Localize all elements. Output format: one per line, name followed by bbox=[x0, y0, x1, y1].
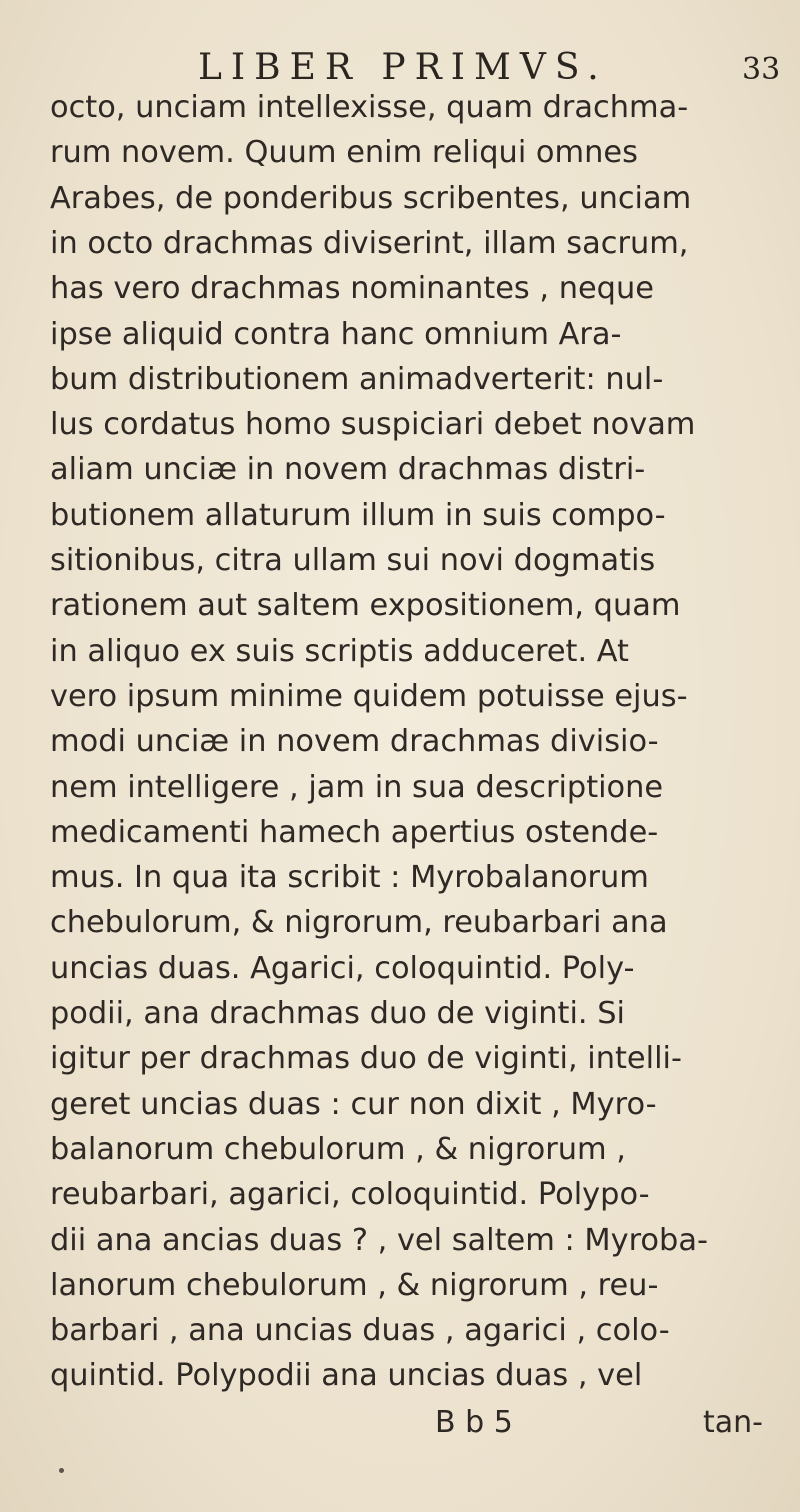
text-line: rum novem. Quum enim reliqui omnes bbox=[50, 135, 638, 171]
text-line: podii, ana drachmas duo de viginti. Si bbox=[50, 996, 625, 1031]
text-line: quintid. Polypodii ana uncias duas , vel bbox=[50, 1358, 643, 1394]
text-line: chebulorum, & nigrorum, reubarbari ana bbox=[50, 905, 668, 941]
text-line: butionem allaturum illum in suis compo- bbox=[50, 497, 666, 533]
text-line: octo, unciam intellexisse, quam drachma- bbox=[50, 90, 689, 125]
text-line: rationem aut saltem expositionem, quam bbox=[50, 588, 681, 624]
text-line: mus. In qua ita scribit : Myrobalanorum bbox=[50, 860, 649, 896]
page-footer bbox=[0, 1401, 800, 1445]
text-line: igitur per drachmas duo de viginti, intelli- bbox=[50, 1041, 682, 1077]
text-line: dii ana ancias duas ? , vel saltem : Myroba- bbox=[50, 1222, 708, 1258]
text-line: uncias duas. Agarici, coloquintid. Poly- bbox=[50, 950, 635, 986]
text-line: in octo drachmas diviserint, illam sacrum, bbox=[50, 225, 689, 261]
text-line: ipse aliquid contra hanc omnium Ara- bbox=[50, 316, 622, 352]
text-line: lus cordatus homo suspiciari debet novam bbox=[50, 407, 696, 443]
ink-speck bbox=[59, 1468, 64, 1473]
text-line: balanorum chebulorum , & nigrorum , bbox=[50, 1131, 626, 1167]
page-header bbox=[0, 44, 800, 92]
text-line: aliam unciæ in novem drachmas distri- bbox=[50, 452, 646, 488]
catchword: tan- bbox=[703, 1405, 763, 1440]
text-line: Arabes, de ponderibus scribentes, unciam bbox=[50, 180, 692, 216]
text-line: modi unciæ in novem drachmas divisio- bbox=[50, 724, 659, 760]
text-line: bum distributionem animadverterit: nul- bbox=[50, 361, 664, 397]
text-line: barbari , ana uncias duas , agarici , colo- bbox=[50, 1313, 670, 1349]
signature-mark: B b 5 bbox=[435, 1405, 513, 1440]
page-number: 33 bbox=[742, 52, 781, 87]
text-line: in aliquo ex suis scriptis adduceret. At bbox=[50, 633, 629, 669]
running-title: LIBER PRIMVS. bbox=[198, 47, 608, 88]
text-line: geret uncias duas : cur non dixit , Myro- bbox=[50, 1086, 657, 1122]
text-line: nem intelligere , jam in sua descriptione bbox=[50, 769, 664, 805]
text-line: sitionibus, citra ullam sui novi dogmatis bbox=[50, 543, 656, 578]
text-line: lanorum chebulorum , & nigrorum , reu- bbox=[50, 1267, 659, 1303]
text-line: has vero drachmas nominantes , neque bbox=[50, 271, 654, 307]
text-line: vero ipsum minime quidem potuisse ejus- bbox=[50, 678, 688, 714]
text-line: medicamenti hamech apertius ostende- bbox=[50, 814, 659, 850]
text-line: reubarbari, agarici, coloquintid. Polypo- bbox=[50, 1177, 650, 1213]
